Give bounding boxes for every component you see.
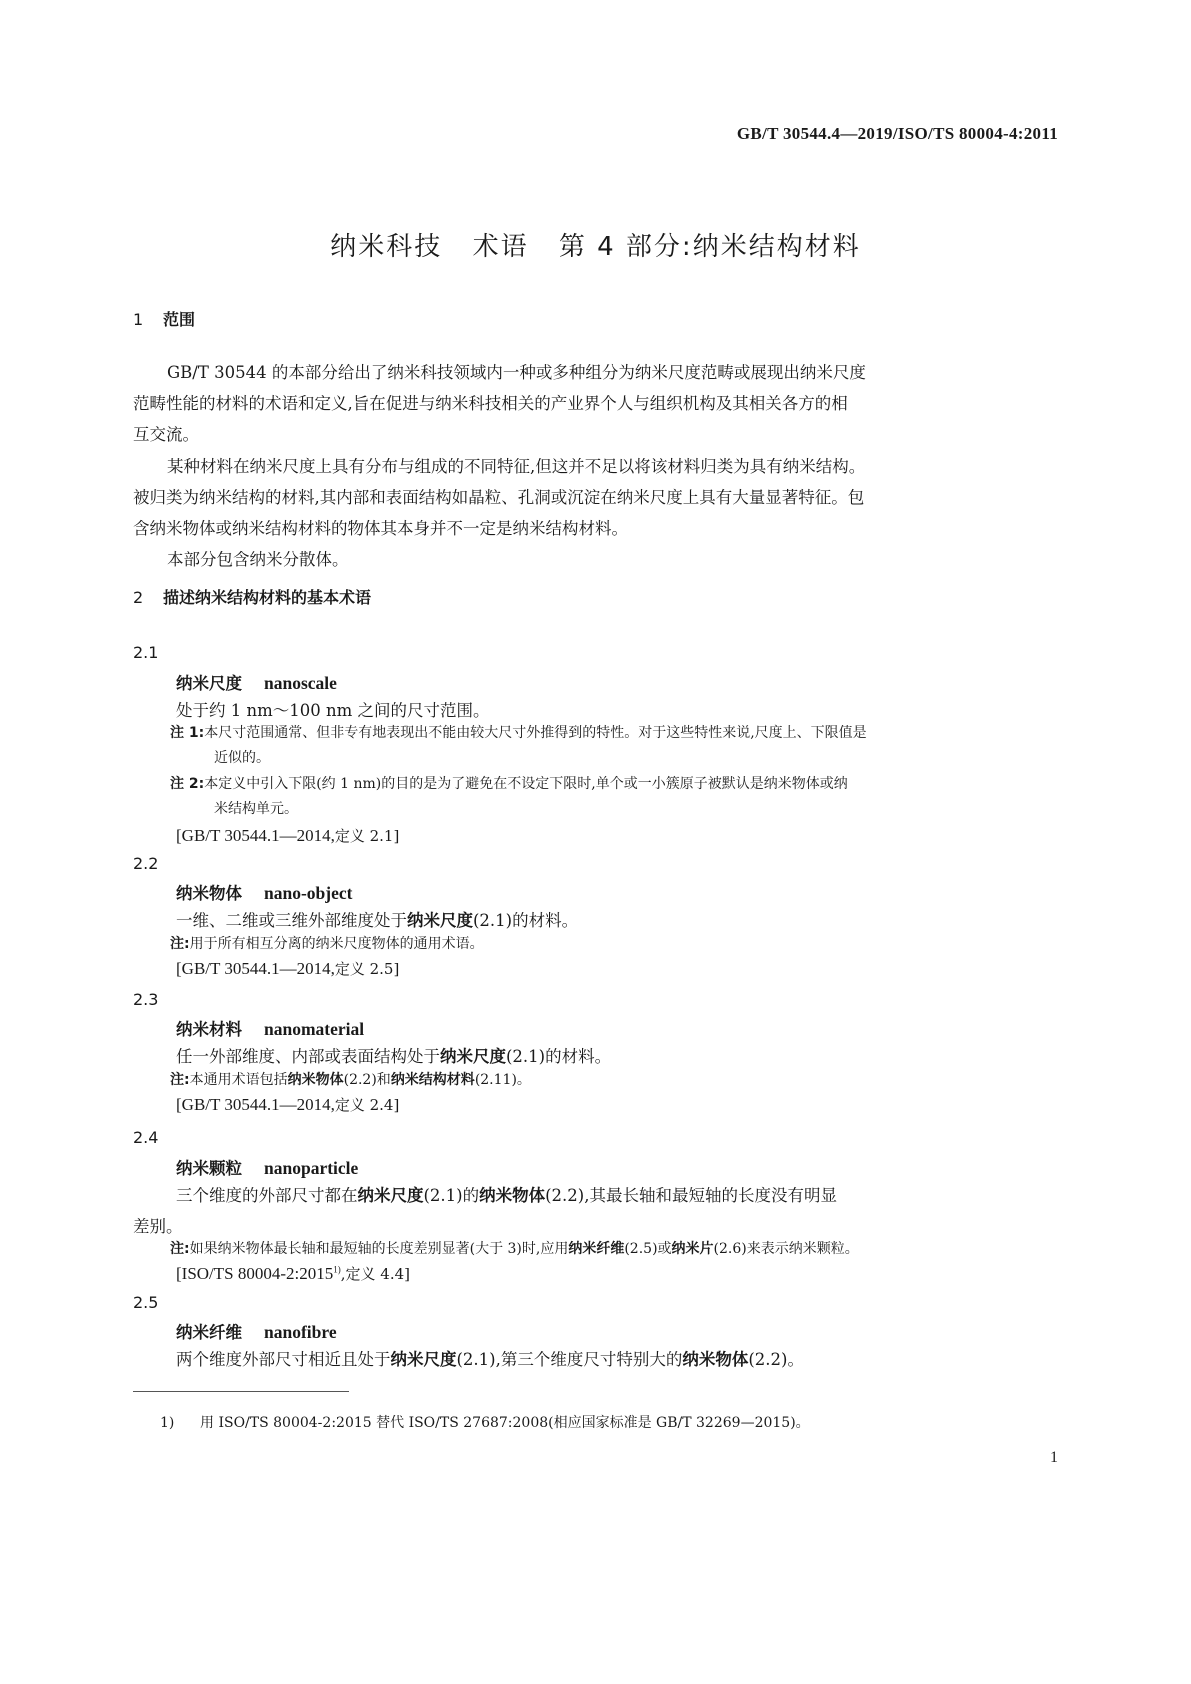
source-ref: [GB/T 30544.1—2014, [176,1095,335,1114]
term-nanoparticle [176,1155,358,1179]
text-line: GB/T 30544 的本部分给出了纳米科技领域内一种或多种组分为纳米尺度范畴或展现出纳米尺度 [167,363,866,382]
source-reference [176,825,399,846]
term-link: 纳米物体 [287,1072,344,1088]
term-nanomaterial [176,1016,364,1040]
note-label: 注: [170,936,190,952]
def-text: (2.1)的 [423,1186,480,1205]
note-label: 注 1: [170,725,205,741]
title-part-c: 第 4 部分:纳米结构材料 [558,232,861,262]
term-en: nanofibre [264,1322,337,1342]
note-text: (2.6)来表示纳米颗粒。 [713,1241,859,1257]
note-text: (2.2)和 [343,1072,391,1088]
term-zh: 纳米物体 [176,884,242,903]
note-text: 米结构单元。 [214,801,298,817]
note-2 [170,772,1058,822]
term-en: nano-object [264,883,353,903]
footnote-text: 用 ISO/TS 80004-2:2015 替代 ISO/TS 27687:2008(相应国家标准是 GB/T 32269—2015)。 [200,1415,810,1431]
footnote-marker: 1) [160,1415,175,1431]
footnote [160,1412,810,1432]
term-link: 纳米尺度 [407,911,473,930]
source-tail: 定义 2.5] [334,960,400,978]
term-zh: 纳米颗粒 [176,1159,242,1178]
source-reference [176,1094,399,1115]
definition [176,1344,1056,1375]
text-line: 某种材料在纳米尺度上具有分布与组成的不同特征,但这并不足以将该材料归类为具有纳米结构。 [167,457,866,476]
page-number: 1 [1050,1449,1058,1466]
definition [133,1180,1057,1242]
source-ref: [GB/T 30544.1—2014, [176,959,335,978]
text-line: 被归类为纳米结构的材料,其内部和表面结构如晶粒、孔洞或沉淀在纳米尺度上具有大量显著特征。包 [133,488,865,507]
note-text: (2.11)。 [474,1072,531,1088]
term-en: nanomaterial [264,1019,365,1039]
term-en: nanoscale [264,673,337,693]
title-part-a: 纳米科技 [330,232,443,262]
standard-code: GB/T 30544.4—2019/ISO/TS 80004-4:2011 [736,124,1058,143]
note-text: 如果纳米物体最长轴和最短轴的长度差别显著(大于 3)时,应用 [189,1241,569,1257]
term-link: 纳米片 [671,1241,714,1257]
def-text: (2.2),其最长轴和最短轴的长度没有明显 [545,1186,837,1205]
text-line: 互交流。 [133,425,199,444]
entry-number-2-3: 2.3 [133,990,159,1009]
scope-paragraph-2 [133,451,1057,544]
source-reference [176,1263,410,1284]
def-text: (2.1)的材料。 [473,911,579,930]
term-link: 纳米尺度 [357,1186,424,1205]
section-1-heading [133,307,195,330]
term-link: 纳米尺度 [440,1047,506,1066]
section-number: 1 [133,310,144,329]
page-title [0,226,1191,263]
term-link: 纳米纤维 [568,1241,625,1257]
term-nanofibre [176,1319,337,1343]
footnote-divider [133,1391,349,1392]
note [170,1237,1058,1262]
source-reference [176,958,399,979]
entry-number-2-5: 2.5 [133,1293,159,1312]
def-text: (2.1),第三个维度尺寸特别大的 [456,1350,683,1369]
entry-number-2-4: 2.4 [133,1128,159,1147]
note-label: 注: [170,1241,190,1257]
note-text: (2.5)或 [624,1241,672,1257]
term-en: nanoparticle [264,1158,359,1178]
source-tail: 定义 2.4] [334,1096,400,1114]
def-text: (2.2)。 [748,1350,804,1369]
term-nanoscale [176,670,337,694]
text-line: 含纳米物体或纳米结构材料的物体其本身并不一定是纳米结构材料。 [133,519,628,538]
scope-paragraph-3 [133,544,1057,575]
term-link: 纳米结构材料 [390,1072,475,1088]
note-text: 用于所有相互分离的纳米尺度物体的通用术语。 [189,936,484,952]
scope-paragraph-1 [133,357,1057,450]
def-text: 两个维度外部尺寸相近且处于 [176,1350,391,1369]
def-text: 差别。 [133,1217,183,1236]
term-zh: 纳米材料 [176,1020,242,1039]
def-text: 一维、二维或三维外部维度处于 [176,911,407,930]
definition: 处于约 1 nm～100 nm 之间的尺寸范围。 [176,701,490,720]
note-label: 注: [170,1072,190,1088]
term-link: 纳米物体 [682,1350,749,1369]
source-ref: [GB/T 30544.1—2014, [176,826,335,845]
source-tail: ,定义 4.4] [340,1265,410,1283]
section-title: 描述纳米结构材料的基本术语 [163,588,372,607]
footnote-marker: 1) [333,1264,341,1275]
entry-number-2-2: 2.2 [133,854,159,873]
def-text: 任一外部维度、内部或表面结构处于 [176,1047,440,1066]
term-link: 纳米尺度 [390,1350,457,1369]
title-part-b: 术语 [472,232,529,262]
term-link: 纳米物体 [479,1186,546,1205]
term-zh: 纳米尺度 [176,674,242,693]
note [170,1068,1058,1093]
section-title: 范围 [163,310,196,329]
source-ref: [ISO/TS 80004-2:2015 [176,1264,334,1283]
section-2-heading [133,585,371,608]
note-text: 本通用术语包括 [189,1072,288,1088]
entry-number-2-1: 2.1 [133,643,159,662]
note-label: 注 2: [170,776,205,792]
source-tail: 定义 2.1] [334,827,400,845]
term-nano-object [176,880,352,904]
text-line: 范畴性能的材料的术语和定义,旨在促进与纳米科技相关的产业界个人与组织机构及其相关各方的相 [133,394,848,413]
note-text: 本定义中引入下限(约 1 nm)的目的是为了避免在不设定下限时,单个或一小簇原子被默认是纳米物体或纳 [204,776,848,792]
text-line: 本部分包含纳米分散体。 [167,550,349,569]
note-text: 本尺寸范围通常、但非专有地表现出不能由较大尺寸外推得到的特性。对于这些特性来说,尺度上、下限值是 [204,725,867,741]
note-text: 近似的。 [214,750,270,766]
def-text: (2.1)的材料。 [506,1047,612,1066]
term-zh: 纳米纤维 [176,1323,242,1342]
note-1 [170,721,1058,771]
note [170,932,1058,957]
section-number: 2 [133,588,144,607]
def-text: 三个维度的外部尺寸都在 [176,1186,358,1205]
